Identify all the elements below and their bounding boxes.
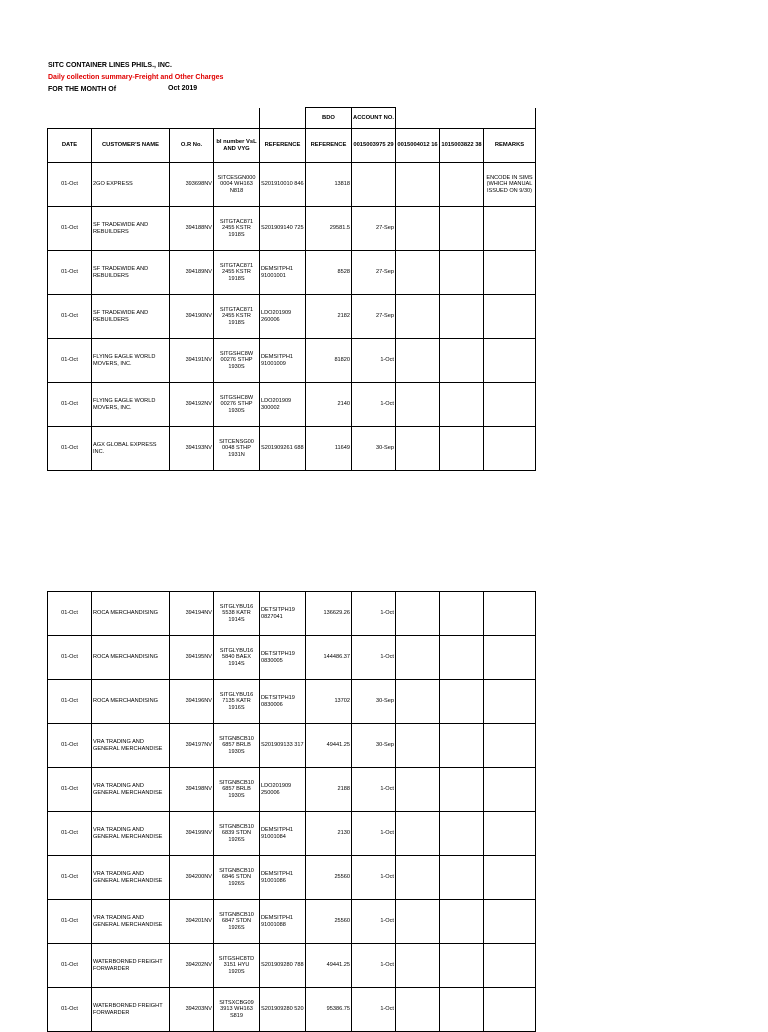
or-number-cell: 394188NV <box>170 207 214 251</box>
account-2-cell <box>396 988 440 1032</box>
month-label: FOR THE MONTH Of <box>48 86 117 93</box>
account-1-cell: 1-Oct <box>352 339 396 383</box>
or-number-cell: 394196NV <box>170 680 214 724</box>
date-cell: 01-Oct <box>48 900 92 944</box>
account-3-cell <box>440 295 484 339</box>
reference-cell: S201909140 725 <box>260 207 306 251</box>
table-row <box>48 856 536 900</box>
date-cell: 01-Oct <box>48 251 92 295</box>
remarks-cell <box>484 592 536 636</box>
account-1-cell: 1-Oct <box>352 768 396 812</box>
account-1-cell <box>352 163 396 207</box>
account-2-cell <box>396 856 440 900</box>
account-3-cell <box>440 900 484 944</box>
date-cell: 01-Oct <box>48 724 92 768</box>
account-2-cell <box>396 339 440 383</box>
bl-number-cell: SITGNBCB10 6846 STDN 1926S <box>214 856 260 900</box>
table-row <box>48 163 536 207</box>
table-row <box>48 427 536 471</box>
table-row <box>48 383 536 427</box>
date-cell: 01-Oct <box>48 383 92 427</box>
remarks-cell <box>484 724 536 768</box>
bl-number-cell: SITGNBCB10 6857 BRLB 1930S <box>214 768 260 812</box>
date-cell: 01-Oct <box>48 163 92 207</box>
remarks-header: REMARKS <box>484 129 536 163</box>
remarks-cell <box>484 856 536 900</box>
customer-cell: ROCA MERCHANDISING <box>92 636 170 680</box>
date-cell: 01-Oct <box>48 207 92 251</box>
account-1-cell: 27-Sep <box>352 251 396 295</box>
date-header: DATE <box>48 129 92 163</box>
date-cell: 01-Oct <box>48 812 92 856</box>
remarks-cell <box>484 900 536 944</box>
amount-cell: 2188 <box>306 768 352 812</box>
date-cell: 01-Oct <box>48 592 92 636</box>
account-1-cell: 1-Oct <box>352 812 396 856</box>
bdo-header: BDO <box>306 108 352 129</box>
account-1-cell: 1-Oct <box>352 636 396 680</box>
table-row <box>48 207 536 251</box>
customer-cell: VRA TRADING AND GENERAL MERCHANDISE <box>92 724 170 768</box>
date-cell: 01-Oct <box>48 427 92 471</box>
reference-cell: S201909280 520 <box>260 988 306 1032</box>
reference-cell: DEMSITPH1 91001009 <box>260 339 306 383</box>
amount-cell: 13818 <box>306 163 352 207</box>
remarks-cell <box>484 636 536 680</box>
table-row <box>48 724 536 768</box>
or-number-cell: 394198NV <box>170 768 214 812</box>
account-1-header: 0015003975 29 <box>352 129 396 163</box>
account-3-cell <box>440 680 484 724</box>
bl-number-cell: SITCENSG00 0048 STHP 1931N <box>214 427 260 471</box>
table-row <box>48 768 536 812</box>
table-row <box>48 251 536 295</box>
account-1-cell: 1-Oct <box>352 900 396 944</box>
account-3-cell <box>440 427 484 471</box>
amount-cell: 2130 <box>306 812 352 856</box>
table-row <box>48 680 536 724</box>
reference-cell: DETSITPH19 0830005 <box>260 636 306 680</box>
reference-cell: DEMSITPH1 91001088 <box>260 900 306 944</box>
account-3-cell <box>440 724 484 768</box>
amount-cell: 13702 <box>306 680 352 724</box>
account-3-cell <box>440 636 484 680</box>
account-no-header: ACCOUNT NO. <box>352 108 396 129</box>
account-2-header: 0015004012 16 <box>396 129 440 163</box>
customer-cell: AGX GLOBAL EXPRESS INC. <box>92 427 170 471</box>
account-3-cell <box>440 592 484 636</box>
remarks-cell <box>484 427 536 471</box>
table-row <box>48 900 536 944</box>
amount-cell: 81820 <box>306 339 352 383</box>
table-row <box>48 812 536 856</box>
amount-cell: 29581.5 <box>306 207 352 251</box>
bl-number-cell: SITGSHC8TD 3151 HYU 1920S <box>214 944 260 988</box>
bl-number-cell: SITGLYBU16 5538 KATR 1914S <box>214 592 260 636</box>
or-number-cell: 394203NV <box>170 988 214 1032</box>
account-2-cell <box>396 636 440 680</box>
table-row <box>48 988 536 1032</box>
account-3-cell <box>440 163 484 207</box>
amount-cell: 2182 <box>306 295 352 339</box>
account-3-cell <box>440 856 484 900</box>
report-subtitle: Daily collection summary-Freight and Other Charges <box>48 74 224 81</box>
reference-cell: S201909280 788 <box>260 944 306 988</box>
reference-cell: DEMSITPH1 91001086 <box>260 856 306 900</box>
customer-cell: ROCA MERCHANDISING <box>92 592 170 636</box>
reference-cell: DEMSITPH1 91001001 <box>260 251 306 295</box>
remarks-cell <box>484 812 536 856</box>
or-number-cell: 394197NV <box>170 724 214 768</box>
account-2-cell <box>396 427 440 471</box>
date-cell: 01-Oct <box>48 339 92 383</box>
amount-cell: 144486.37 <box>306 636 352 680</box>
account-1-cell: 1-Oct <box>352 592 396 636</box>
account-3-header: 1015003822 38 <box>440 129 484 163</box>
bl-number-cell: SITGLYBU16 5840 BAEX 1914S <box>214 636 260 680</box>
amount-cell: 25560 <box>306 856 352 900</box>
or-number-cell: 394191NV <box>170 339 214 383</box>
reference-cell: S201910010 846 <box>260 163 306 207</box>
account-3-cell <box>440 251 484 295</box>
remarks-cell <box>484 251 536 295</box>
account-2-cell <box>396 207 440 251</box>
table-row <box>48 636 536 680</box>
or-number-cell: 394190NV <box>170 295 214 339</box>
date-cell: 01-Oct <box>48 944 92 988</box>
date-cell: 01-Oct <box>48 768 92 812</box>
account-2-cell <box>396 724 440 768</box>
account-3-cell <box>440 768 484 812</box>
reference-cell: LDO201909 300002 <box>260 383 306 427</box>
account-1-cell: 30-Sep <box>352 724 396 768</box>
account-1-cell: 27-Sep <box>352 207 396 251</box>
bl-number-cell: SITGTAC871 2455 KSTR 1918S <box>214 295 260 339</box>
remarks-cell <box>484 339 536 383</box>
reference-cell: S201909133 317 <box>260 724 306 768</box>
collection-table-bottom <box>47 591 536 1032</box>
collection-table-top <box>47 107 536 471</box>
date-cell: 01-Oct <box>48 680 92 724</box>
remarks-cell <box>484 988 536 1032</box>
bl-number-cell: SITGNBCB10 6839 STDN 1926S <box>214 812 260 856</box>
date-cell: 01-Oct <box>48 295 92 339</box>
customer-cell: FLYING EAGLE WORLD MOVERS, INC. <box>92 339 170 383</box>
account-2-cell <box>396 768 440 812</box>
account-3-cell <box>440 207 484 251</box>
account-1-cell: 30-Sep <box>352 680 396 724</box>
or-number-cell: 394189NV <box>170 251 214 295</box>
account-2-cell <box>396 163 440 207</box>
account-2-cell <box>396 812 440 856</box>
bl-number-cell: SITGNBCB10 6847 STDN 1926S <box>214 900 260 944</box>
account-2-cell <box>396 944 440 988</box>
account-2-cell <box>396 900 440 944</box>
account-2-cell <box>396 680 440 724</box>
date-cell: 01-Oct <box>48 988 92 1032</box>
account-3-cell <box>440 944 484 988</box>
bl-number-cell: SITGLYBU16 7135 KATR 1916S <box>214 680 260 724</box>
amount-cell: 2140 <box>306 383 352 427</box>
customer-cell: SF TRADEWIDE AND REBUILDERS <box>92 295 170 339</box>
or-number-cell: 394192NV <box>170 383 214 427</box>
account-2-cell <box>396 295 440 339</box>
customer-cell: ROCA MERCHANDISING <box>92 680 170 724</box>
date-cell: 01-Oct <box>48 856 92 900</box>
or-number-cell: 394202NV <box>170 944 214 988</box>
or-number-cell: 394199NV <box>170 812 214 856</box>
bl-number-cell: SITGTAC871 2455 KSTR 1918S <box>214 207 260 251</box>
company-name: SITC CONTAINER LINES PHILS., INC. <box>48 62 172 69</box>
remarks-cell <box>484 295 536 339</box>
remarks-cell <box>484 383 536 427</box>
bl-number-cell: SITGSHC8W 00276 STHP 1930S <box>214 383 260 427</box>
reference-cell: DETSITPH19 0827041 <box>260 592 306 636</box>
or-number-cell: 394195NV <box>170 636 214 680</box>
reference-cell: DEMSITPH1 91001084 <box>260 812 306 856</box>
table-row <box>48 295 536 339</box>
bdo-reference-header: REFERENCE <box>306 129 352 163</box>
date-cell: 01-Oct <box>48 636 92 680</box>
table-row <box>48 339 536 383</box>
customer-cell: WATERBORNED FREIGHT FORWARDER <box>92 944 170 988</box>
account-3-cell <box>440 812 484 856</box>
amount-cell: 95386.75 <box>306 988 352 1032</box>
table-row <box>48 592 536 636</box>
bl-number-cell: SITCESGN000 0004 WH163 N818 <box>214 163 260 207</box>
table-row <box>48 944 536 988</box>
reference-cell: DETSITPH19 0830006 <box>260 680 306 724</box>
account-1-cell: 1-Oct <box>352 988 396 1032</box>
amount-cell: 49441.25 <box>306 944 352 988</box>
bl-number-cell: SITGNBCB10 6857 BRLB 1930S <box>214 724 260 768</box>
account-2-cell <box>396 592 440 636</box>
account-3-cell <box>440 383 484 427</box>
account-2-cell <box>396 251 440 295</box>
or-no-header: O.R No. <box>170 129 214 163</box>
or-number-cell: 394200NV <box>170 856 214 900</box>
customer-cell: SF TRADEWIDE AND REBUILDERS <box>92 251 170 295</box>
customer-cell: VRA TRADING AND GENERAL MERCHANDISE <box>92 856 170 900</box>
remarks-cell <box>484 944 536 988</box>
account-1-cell: 30-Sep <box>352 427 396 471</box>
reference-cell: S201909261 688 <box>260 427 306 471</box>
bl-number-cell: SITGTAC871 2455 KSTR 1918S <box>214 251 260 295</box>
amount-cell: 136629.26 <box>306 592 352 636</box>
customer-cell: WATERBORNED FREIGHT FORWARDER <box>92 988 170 1032</box>
remarks-cell: ENCODE IN SIMS (WHICH MANUAL ISSUED ON 9/30) <box>484 163 536 207</box>
or-number-cell: 393698NV <box>170 163 214 207</box>
amount-cell: 25560 <box>306 900 352 944</box>
account-1-cell: 1-Oct <box>352 944 396 988</box>
or-number-cell: 394201NV <box>170 900 214 944</box>
amount-cell: 49441.25 <box>306 724 352 768</box>
customer-cell: VRA TRADING AND GENERAL MERCHANDISE <box>92 900 170 944</box>
reference-cell: LDO201909 250006 <box>260 768 306 812</box>
bl-header: bl number VsL AND VYG <box>214 129 260 163</box>
customer-cell: VRA TRADING AND GENERAL MERCHANDISE <box>92 812 170 856</box>
customer-header: CUSTOMER'S NAME <box>92 129 170 163</box>
or-number-cell: 394194NV <box>170 592 214 636</box>
account-2-cell <box>396 383 440 427</box>
account-3-cell <box>440 339 484 383</box>
account-3-cell <box>440 988 484 1032</box>
month-value: Oct 2019 <box>168 85 198 92</box>
account-1-cell: 27-Sep <box>352 295 396 339</box>
bl-number-cell: SITGSHC8W 00276 STHP 1930S <box>214 339 260 383</box>
reference-header: REFERENCE <box>260 129 306 163</box>
bl-number-cell: SITSXCBG09 3913 WH163 S819 <box>214 988 260 1032</box>
customer-cell: VRA TRADING AND GENERAL MERCHANDISE <box>92 768 170 812</box>
customer-cell: 2GO EXPRESS <box>92 163 170 207</box>
account-1-cell: 1-Oct <box>352 383 396 427</box>
account-1-cell: 1-Oct <box>352 856 396 900</box>
remarks-cell <box>484 680 536 724</box>
amount-cell: 8528 <box>306 251 352 295</box>
customer-cell: FLYING EAGLE WORLD MOVERS, INC. <box>92 383 170 427</box>
amount-cell: 11649 <box>306 427 352 471</box>
remarks-cell <box>484 207 536 251</box>
remarks-cell <box>484 768 536 812</box>
reference-cell: LDO201909 260006 <box>260 295 306 339</box>
customer-cell: SF TRADEWIDE AND REBUILDERS <box>92 207 170 251</box>
or-number-cell: 394193NV <box>170 427 214 471</box>
